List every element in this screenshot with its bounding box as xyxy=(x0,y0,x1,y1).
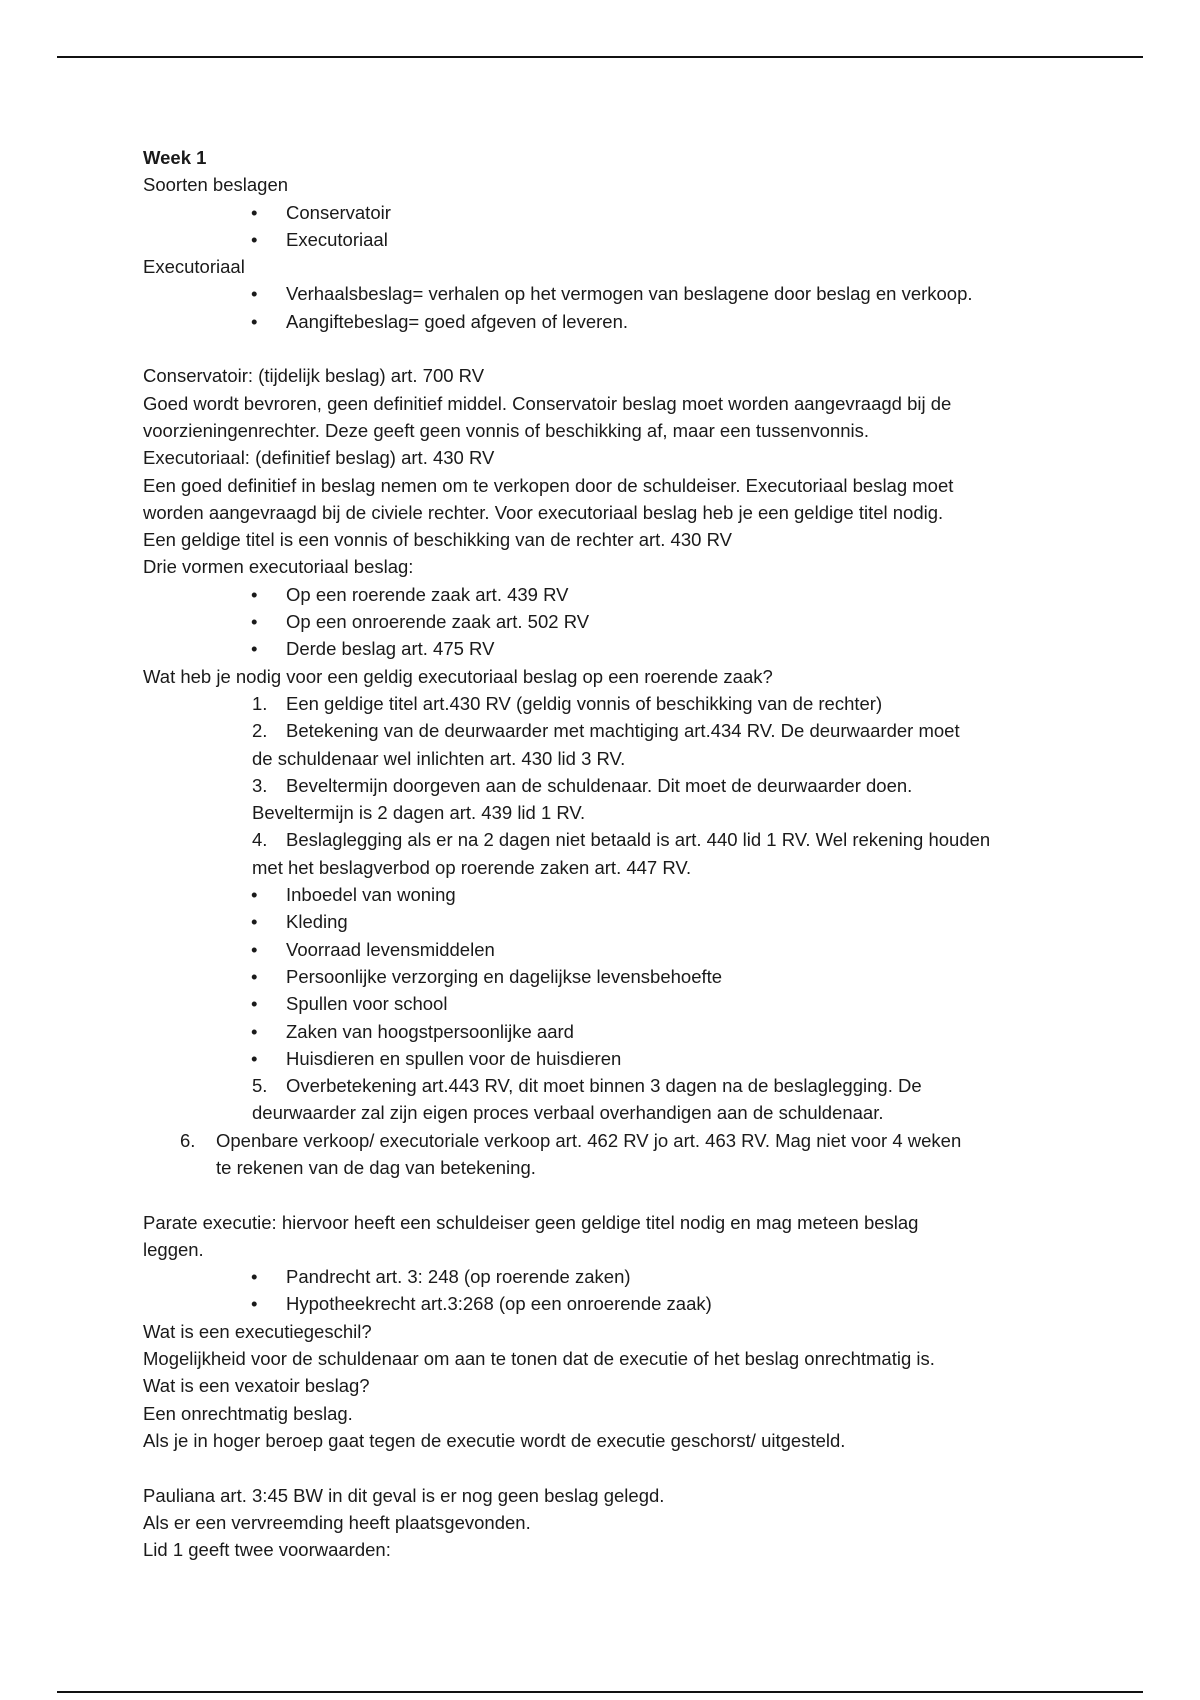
header-rule xyxy=(57,56,1143,58)
bullet-icon: • xyxy=(251,1266,258,1288)
paragraph-line: Parate executie: hiervoor heeft een schuldeiser geen geldige titel nodig en mag meteen beslag xyxy=(143,1211,919,1233)
document-body xyxy=(143,144,1083,1563)
paragraph-line: Als er een vervreemding heeft plaatsgevonden. xyxy=(143,1511,531,1533)
drie-vormen-label: Drie vormen executoriaal beslag: xyxy=(143,556,414,578)
bullet-icon: • xyxy=(251,884,258,906)
bullet-icon: • xyxy=(251,1047,258,1069)
numbered-step-4-cont: met het beslagverbod op roerende zaken art. 447 RV. xyxy=(252,856,692,878)
footer-rule xyxy=(57,1691,1143,1693)
numbered-step-2: 2. Betekening van de deurwaarder met machtiging art.434 RV. De deurwaarder moet xyxy=(252,720,960,742)
executoriaal-title: Executoriaal: (definitief beslag) art. 430 RV xyxy=(143,447,495,469)
list-item: • Derde beslag art. 475 RV xyxy=(143,635,1083,662)
spacer xyxy=(143,1454,1083,1481)
list-item: • Spullen voor school xyxy=(143,990,1083,1017)
numbered-step-3-cont: Beveltermijn is 2 dagen art. 439 lid 1 RV. xyxy=(252,802,586,824)
paragraph-line: Lid 1 geeft twee voorwaarden: xyxy=(143,1539,391,1561)
list-item: • Voorraad levensmiddelen xyxy=(143,936,1083,963)
numbered-step-3: 3. Beveltermijn doorgeven aan de schuldenaar. Dit moet de deurwaarder doen. xyxy=(252,774,913,796)
list-item: • Kleding xyxy=(143,908,1083,935)
list-item: • Persoonlijke verzorging en dagelijkse levensbehoefte xyxy=(143,963,1083,990)
paragraph-line: Een goed definitief in beslag nemen om te verkopen door de schuldeiser. Executoriaal beslag moet xyxy=(143,474,954,496)
list-item: • Pandrecht art. 3: 248 (op roerende zaken) xyxy=(143,1263,1083,1290)
executoriaal-label: Executoriaal xyxy=(143,256,245,278)
conservatoir-title: Conservatoir: (tijdelijk beslag) art. 700 RV xyxy=(143,365,485,387)
bullet-icon: • xyxy=(251,611,258,633)
list-item: • Zaken van hoogstpersoonlijke aard xyxy=(143,1018,1083,1045)
paragraph-line: Een geldige titel is een vonnis of beschikking van de rechter art. 430 RV xyxy=(143,529,732,551)
bullet-icon: • xyxy=(251,310,258,332)
list-item: • Executoriaal xyxy=(143,226,1083,253)
bullet-icon: • xyxy=(251,993,258,1015)
bullet-icon: • xyxy=(251,965,258,987)
list-item: • Conservatoir xyxy=(143,199,1083,226)
numbered-step-2-cont: de schuldenaar wel inlichten art. 430 lid 3 RV. xyxy=(252,747,626,769)
paragraph-line: voorzieningenrechter. Deze geeft geen vonnis of beschikking af, maar een tussenvonnis. xyxy=(143,419,870,441)
pauliana-line: Pauliana art. 3:45 BW in dit geval is er nog geen beslag gelegd. xyxy=(143,1484,665,1506)
spacer xyxy=(143,335,1083,362)
paragraph-line: Als je in hoger beroep gaat tegen de executie wordt de executie geschorst/ uitgesteld. xyxy=(143,1429,846,1451)
numbered-step-6: 6. Openbare verkoop/ executoriale verkoop art. 462 RV jo art. 463 RV. Mag niet voor 4 weken xyxy=(180,1129,962,1151)
numbered-step-1: 1. Een geldige titel art.430 RV (geldig vonnis of beschikking van de rechter) xyxy=(252,692,883,714)
paragraph-line: leggen. xyxy=(143,1238,204,1260)
list-item: • Hypotheekrecht art.3:268 (op een onroerende zaak) xyxy=(143,1290,1083,1317)
list-item: • Aangiftebeslag= goed afgeven of leveren. xyxy=(143,308,1083,335)
bullet-icon: • xyxy=(251,1293,258,1315)
bullet-icon: • xyxy=(251,1020,258,1042)
bullet-icon: • xyxy=(251,638,258,660)
bullet-icon: • xyxy=(251,911,258,933)
list-item: • Inboedel van woning xyxy=(143,881,1083,908)
question-vexatoir: Wat is een vexatoir beslag? xyxy=(143,1375,370,1397)
soorten-label: Soorten beslagen xyxy=(143,174,289,196)
bullet-icon: • xyxy=(251,583,258,605)
paragraph-line: worden aangevraagd bij de civiele rechter. Voor executoriaal beslag heb je een geldige titel nodig. xyxy=(143,501,944,523)
bullet-icon: • xyxy=(251,938,258,960)
list-item: • Op een roerende zaak art. 439 RV xyxy=(143,581,1083,608)
bullet-icon: • xyxy=(251,228,258,250)
answer-vexatoir: Een onrechtmatig beslag. xyxy=(143,1402,353,1424)
bullet-icon: • xyxy=(251,201,258,223)
answer-executiegeschil: Mogelijkheid voor de schuldenaar om aan te tonen dat de executie of het beslag onrechtmatig is. xyxy=(143,1348,935,1370)
numbered-step-4: 4. Beslaglegging als er na 2 dagen niet betaald is art. 440 lid 1 RV. Wel rekening houden xyxy=(252,829,991,851)
paragraph-line: Goed wordt bevroren, geen definitief middel. Conservatoir beslag moet worden aangevraagd bij de xyxy=(143,392,952,414)
bullet-icon: • xyxy=(251,283,258,305)
list-item: • Huisdieren en spullen voor de huisdieren xyxy=(143,1045,1083,1072)
question-executiegeschil: Wat is een executiegeschil? xyxy=(143,1320,372,1342)
list-item: • Op een onroerende zaak art. 502 RV xyxy=(143,608,1083,635)
numbered-step-5: 5. Overbetekening art.443 RV, dit moet binnen 3 dagen na de beslaglegging. De xyxy=(252,1075,922,1097)
numbered-step-5-cont: deurwaarder zal zijn eigen proces verbaal overhandigen aan de schuldenaar. xyxy=(252,1102,884,1124)
page-heading: Week 1 xyxy=(143,147,207,168)
list-item: • Verhaalsbeslag= verhalen op het vermogen van beslagene door beslag en verkoop. xyxy=(143,280,1083,307)
numbered-step-6-cont: te rekenen van de dag van betekening. xyxy=(216,1156,536,1178)
spacer xyxy=(143,1181,1083,1208)
question-line: Wat heb je nodig voor een geldig executoriaal beslag op een roerende zaak? xyxy=(143,665,773,687)
